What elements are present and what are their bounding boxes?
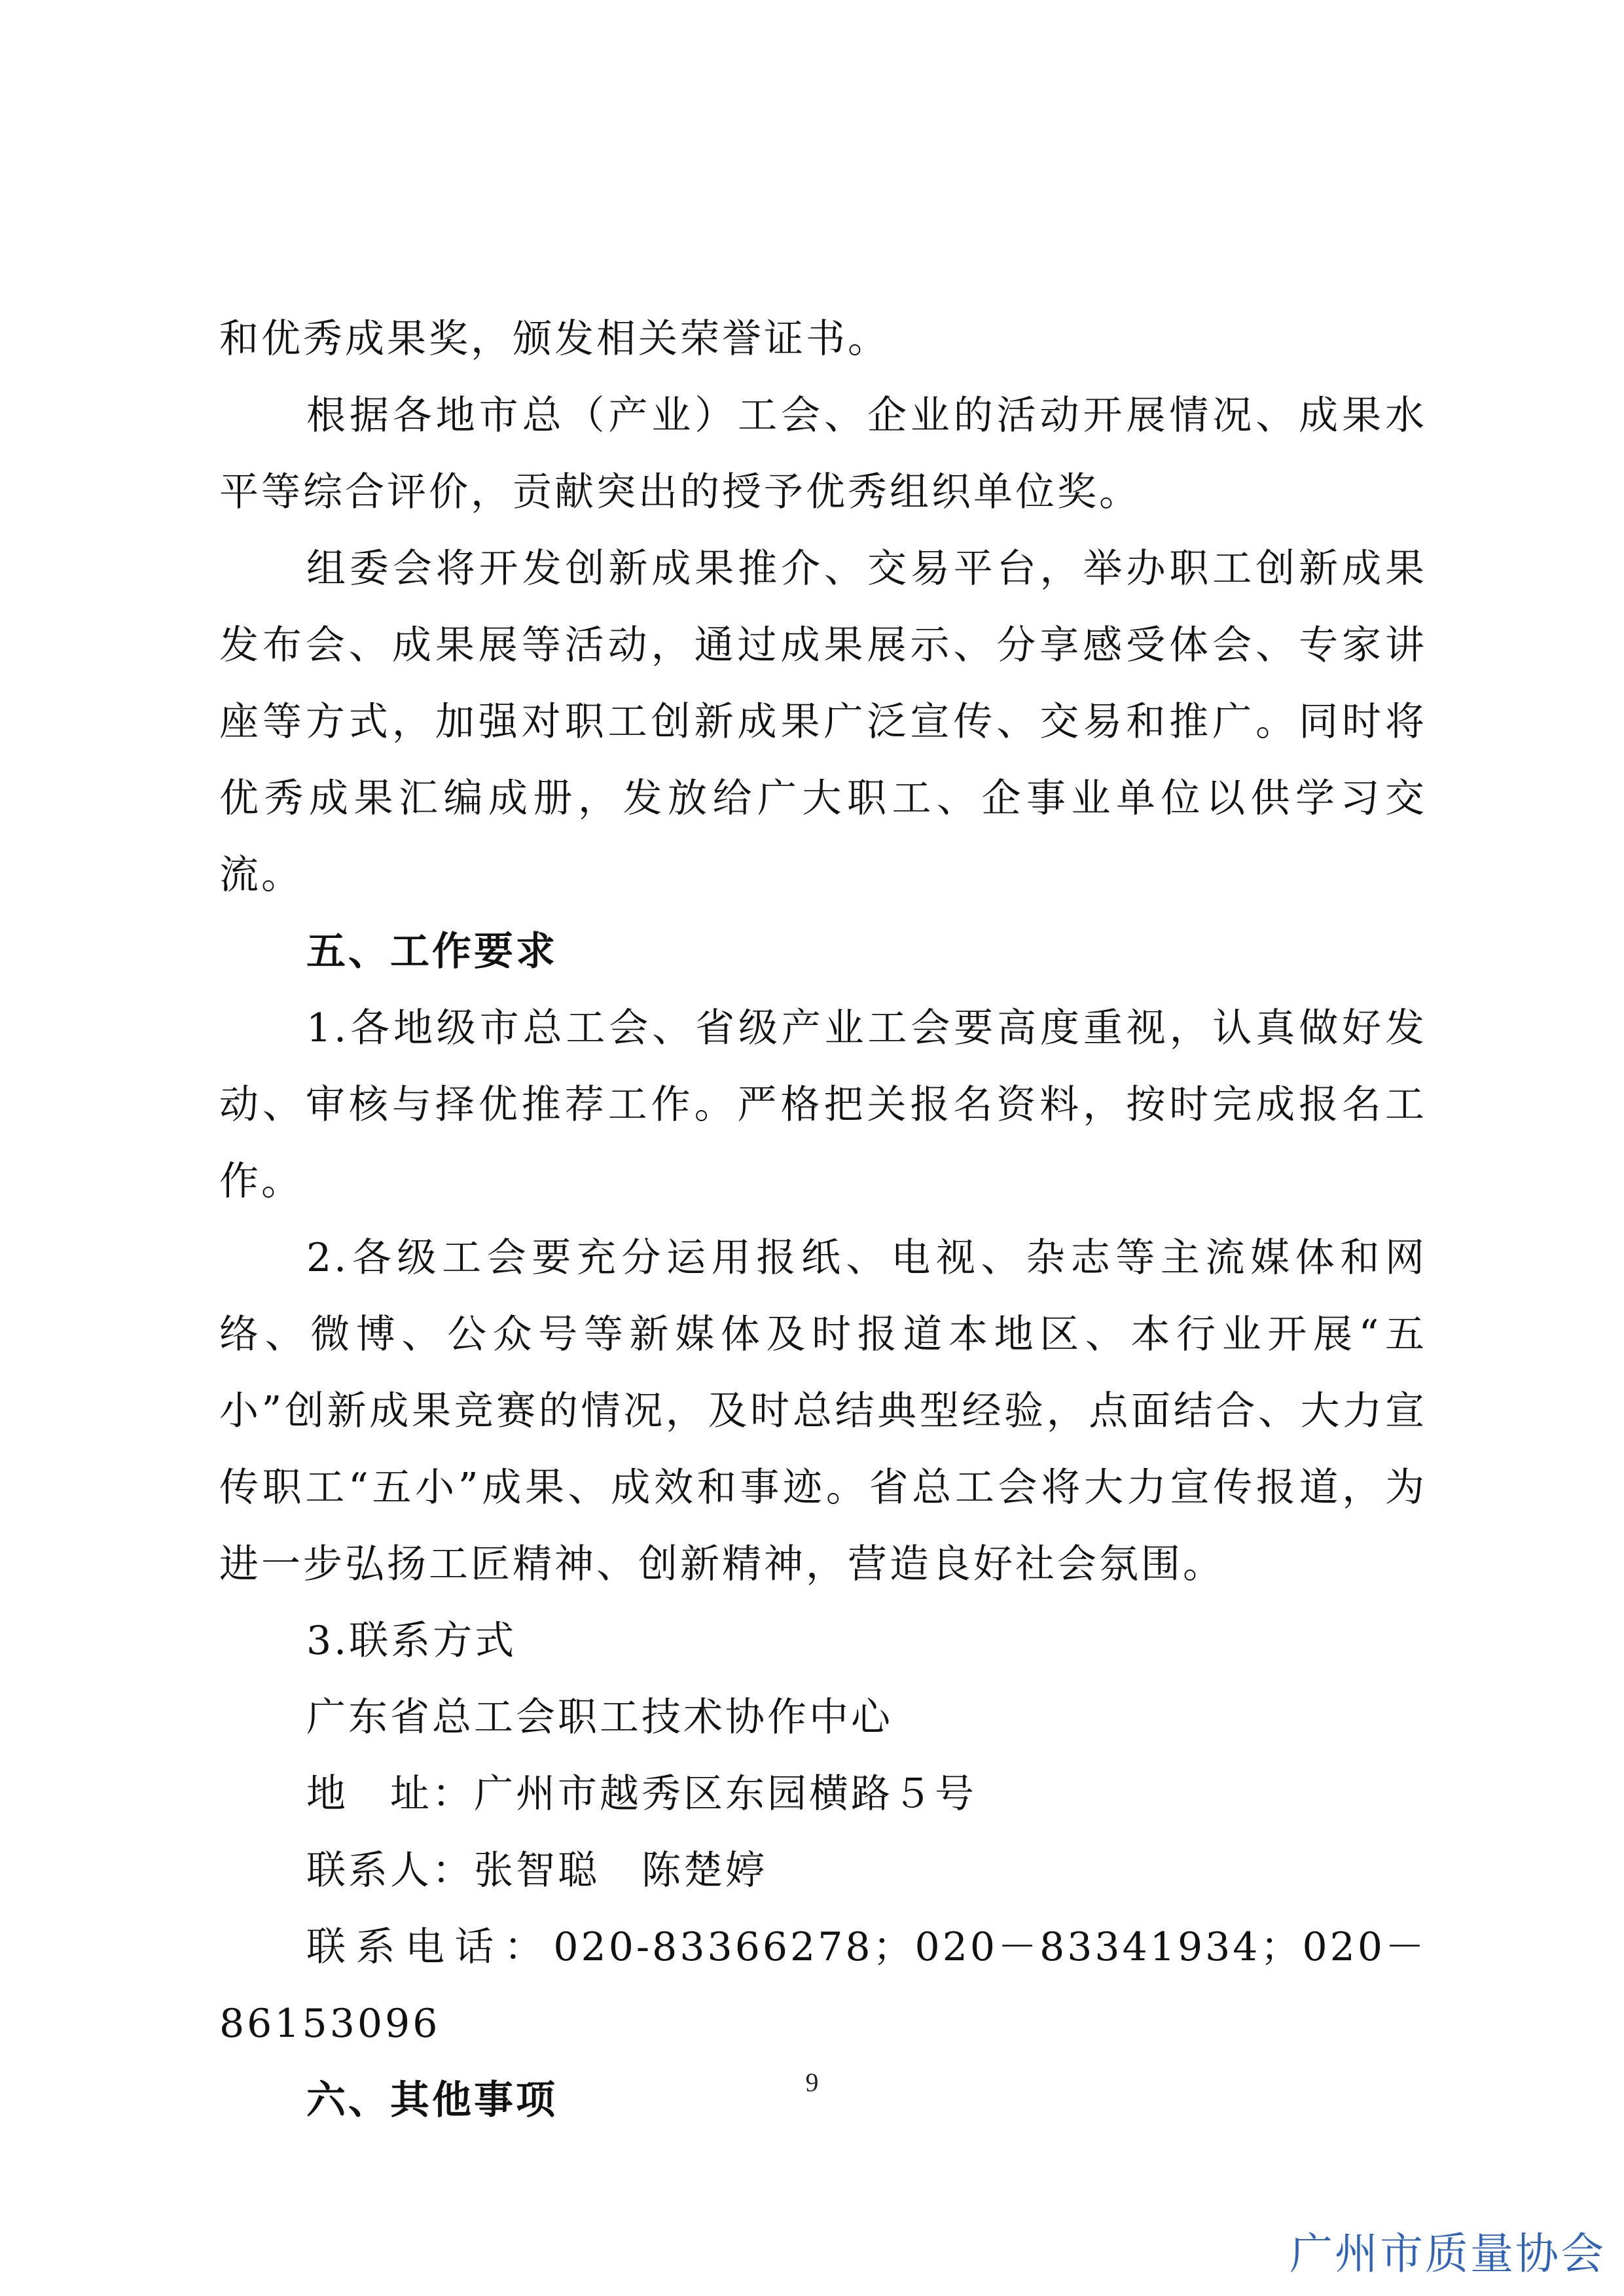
paragraph-award-cont: 和优秀成果奖，颁发相关荣誉证书。 — [219, 316, 890, 362]
contact-phone: 联系电话：020-83366278；020－83341934；020－86153096 — [219, 1924, 1427, 2047]
paragraph-promotion: 组委会将开发创新成果推介、交易平台，举办职工创新成果发布会、成果展等活动，通过成果展示、分享感受体会、专家讲座等方式，加强对职工创新成果广泛宣传、交易和推广。同时将优秀成果汇编成册，发放给广大职工、企事业单位以供学习交流。 — [219, 546, 1427, 898]
contact-address: 地 址：广州市越秀区东园横路５号 — [306, 1771, 977, 1817]
document-body — [219, 301, 1427, 2139]
page-number: 9 — [805, 2068, 819, 2097]
contact-organization: 广东省总工会职工技术协作中心 — [306, 1695, 893, 1740]
paragraph-contact-title: 3.联系方式 — [306, 1618, 517, 1664]
paragraph-requirement-1: 1.各地级市总工会、省级产业工会要高度重视，认真做好发动、审核与择优推荐工作。严格把关报名资料，按时完成报名工作。 — [219, 1005, 1427, 1204]
section-heading-requirements: 五、工作要求 — [306, 929, 558, 975]
section-heading-other: 六、其他事项 — [306, 2077, 558, 2123]
paragraph-requirement-2: 2.各级工会要充分运用报纸、电视、杂志等主流媒体和网络、微博、公众号等新媒体及时报道本地区、本行业开展“五小”创新成果竞赛的情况，及时总结典型经验，点面结合、大力宣传职工“五小”成果、成效和事迹。省总工会将大力宣传报道，为进一步弘扬工匠精神、创新精神，营造良好社会氛围。 — [219, 1235, 1427, 1587]
watermark-label: 广州市质量协会 — [1290, 2229, 1606, 2279]
paragraph-org-award: 根据各地市总（产业）工会、企业的活动开展情况、成果水平等综合评价，贡献突出的授予优秀组织单位奖。 — [219, 393, 1427, 515]
contact-persons: 联系人：张智聪 陈楚婷 — [306, 1848, 767, 1893]
